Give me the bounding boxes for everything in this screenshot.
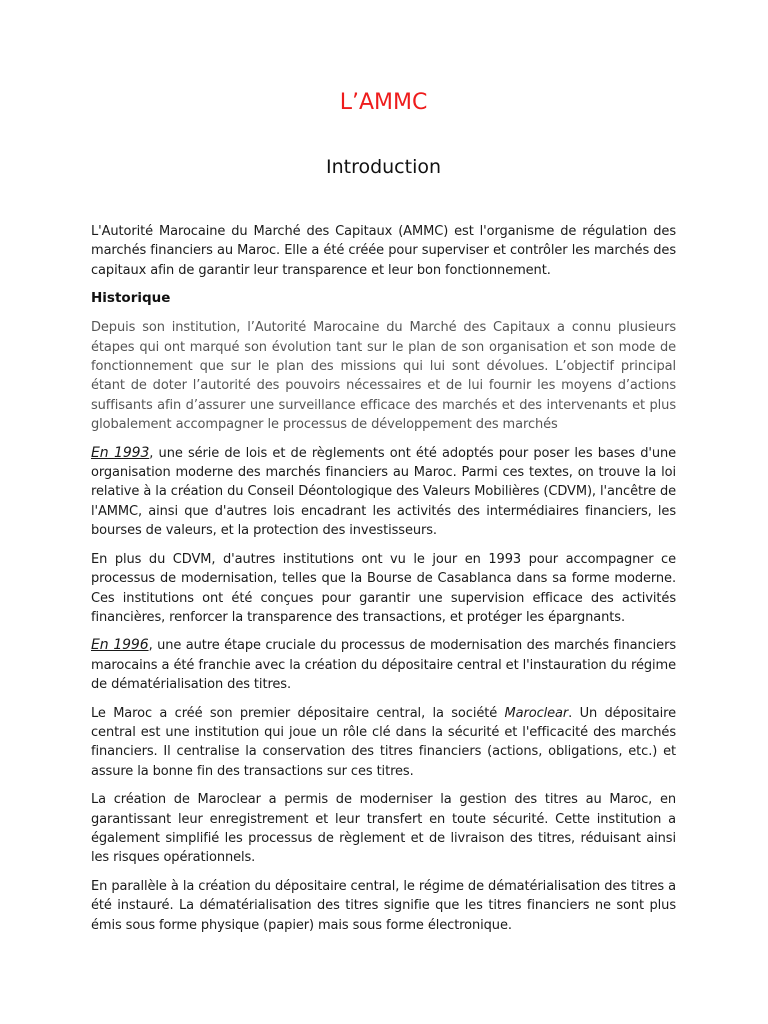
document-body xyxy=(91,86,676,944)
paragraph-1993 xyxy=(91,444,676,541)
paragraph-creation-maroclear: La création de Maroclear a permis de moderniser la gestion des titres au Maroc, en garantissant leur enregistrement et leur transfert en toute sécurité. Cette institution a également simplifié les processus de règlement et de livraison des titres, réduisant ainsi les risques opérationnels. xyxy=(91,792,676,866)
paragraph-maroclear xyxy=(91,704,676,782)
introduction-heading: Introduction xyxy=(325,156,442,178)
paragraph-1993-text: , une série de lois et de règlements ont été adoptés pour poser les bases d'une organisation moderne des marchés financiers au Maroc. Parmi ces textes, on trouve la loi relative à la création du Conseil Déontologique des Valeurs Mobilières (CDVM), l'ancêtre de l'AMMC, ainsi que d'autres lois encadrant les activités des intermédiaires financiers, les bourses de valeurs, et la protection des investisseurs. xyxy=(91,445,676,539)
historique-paragraph: Depuis son institution, l’Autorité Marocaine du Marché des Capitaux a connu plusieurs étapes qui ont marqué son évolution tant sur le plan de son organisation et son mode de fonctionnement que sur le plan des missions qui lui sont dévolues. L’objectif principal étant de doter l’autorité des pouvoirs nécessaires et de lui fournir les moyens d’actions suffisants afin d’assurer une surveillance efficace des marchés et des intervenants et plus globalement accompagner le processus de développement des marchés xyxy=(91,320,676,433)
paragraph-cdvm: En plus du CDVM, d'autres institutions ont vu le jour en 1993 pour accompagner ce processus de modernisation, telles que la Bourse de Casablanca dans sa forme moderne. Ces institutions ont été conçues pour garantir une supervision efficace des activités financières, renforcer la transparence des transactions, et protéger les épargnants. xyxy=(91,551,676,625)
document-title: L’AMMC xyxy=(339,90,428,115)
paragraph-maroclear-after: . Un dépositaire central est une institution qui joue un rôle clé dans la sécurité et l'efficacité des marchés financiers. Il centralise la conservation des titres financiers (actions, obligations, etc.) et assure la bonne fin des transactions sur ces titres. xyxy=(91,705,676,779)
maroclear-brand: Maroclear xyxy=(504,705,569,721)
paragraph-1996-text: , une autre étape cruciale du processus de modernisation des marchés financiers marocains a été franchie avec la création du dépositaire central et l'instauration du régime de dématérialisation des titres. xyxy=(91,638,676,693)
paragraph-maroclear-before: Le Maroc a créé son premier dépositaire central, la société xyxy=(91,705,505,721)
paragraph-1996 xyxy=(91,636,676,694)
date-1996: En 1996 xyxy=(91,637,149,654)
historique-heading: Historique xyxy=(91,290,171,307)
intro-paragraph: L'Autorité Marocaine du Marché des Capitaux (AMMC) est l'organisme de régulation des marchés financiers au Maroc. Elle a été créée pour superviser et contrôler les marchés des capitaux afin de garantir leur transparence et leur bon fonctionnement. xyxy=(91,224,676,278)
date-1993: En 1993 xyxy=(91,444,150,461)
paragraph-dematerialisation: En parallèle à la création du dépositaire central, le régime de dématérialisation des titres a été instauré. La dématérialisation des titres signifie que les titres financiers ne sont plus émis sous forme physique (papier) mais sous forme électronique. xyxy=(91,878,676,933)
